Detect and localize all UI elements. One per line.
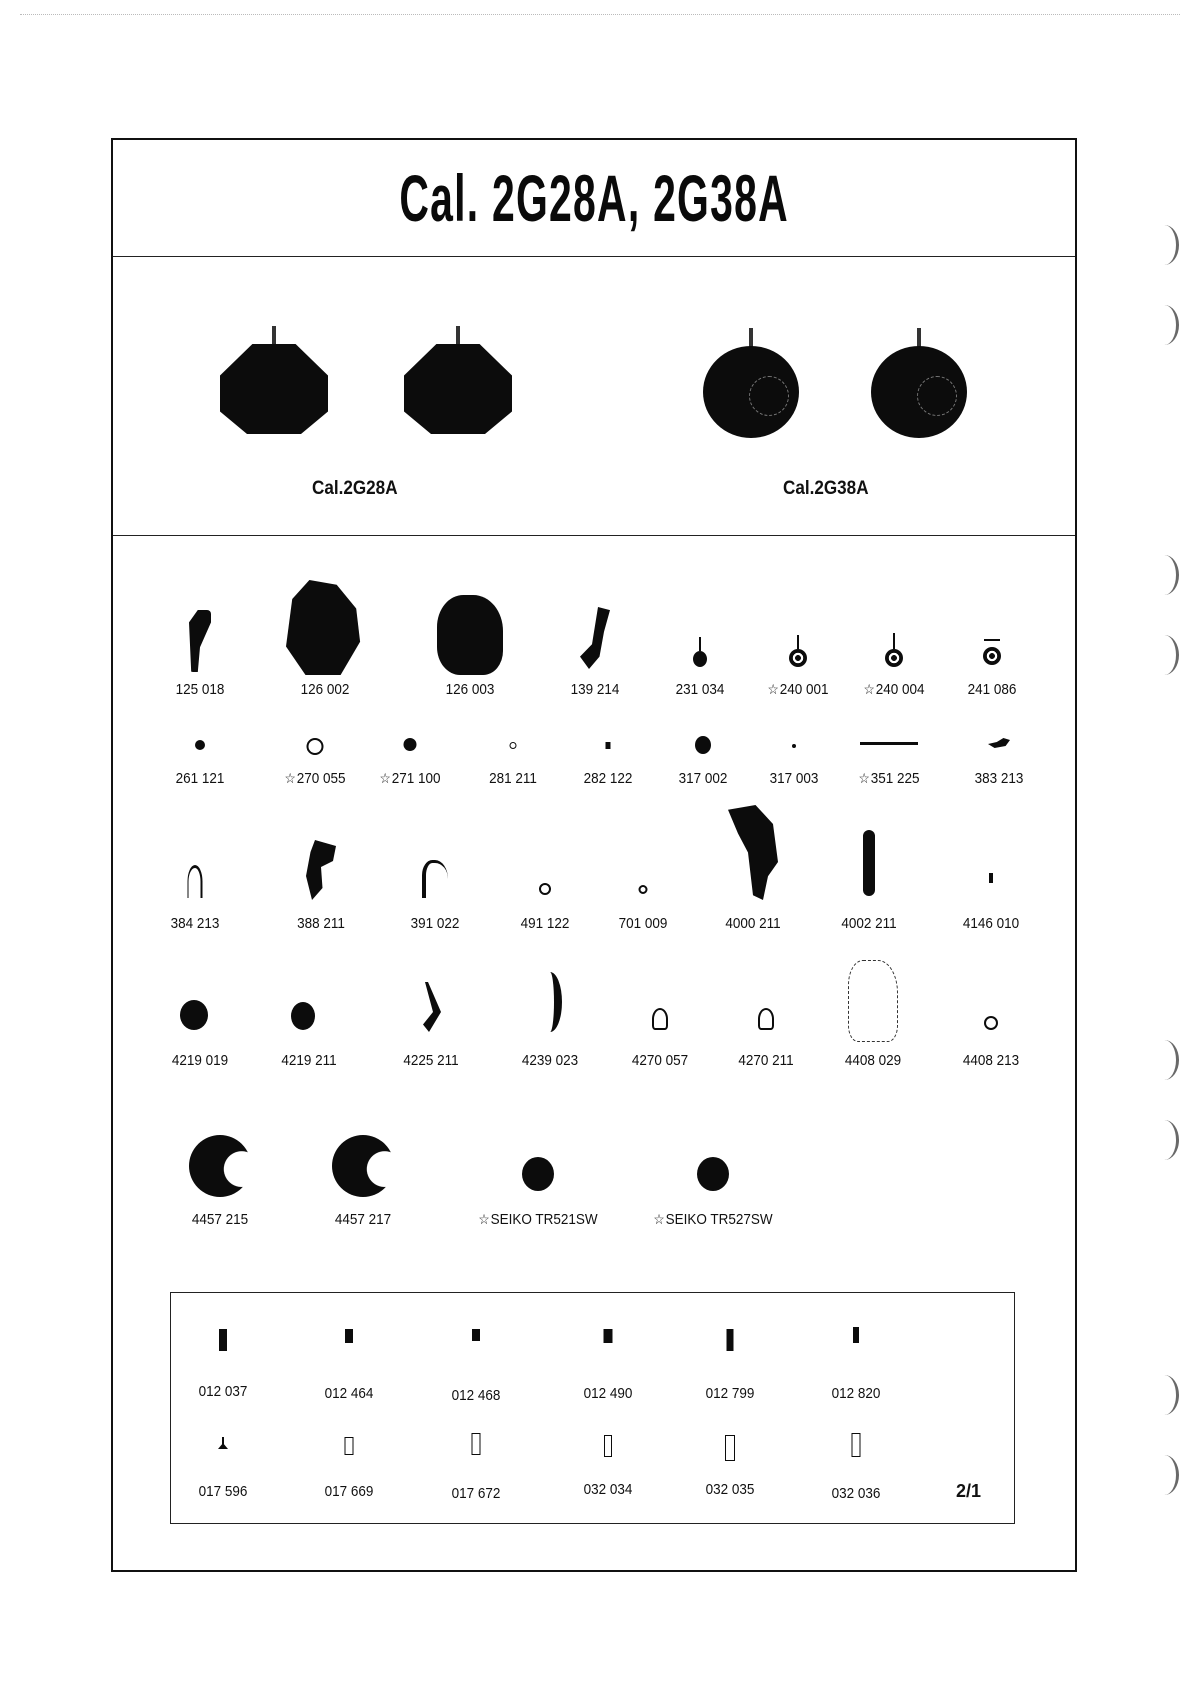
movement-2g28a-photo-1 (220, 326, 328, 436)
lever-icon (580, 607, 610, 669)
jewel-icon (195, 740, 205, 750)
bridge-icon (189, 610, 211, 672)
binder-hole-mark (1150, 635, 1179, 675)
star-icon: ☆ (653, 1211, 665, 1227)
pinion-stem-icon (699, 637, 701, 651)
pin-icon (218, 1437, 228, 1449)
main-plate-icon (286, 580, 364, 675)
binder-hole-mark (1150, 305, 1179, 345)
star-icon: ☆ (858, 770, 870, 786)
screws-section: 012 037 012 464 012 468 012 490 012 799 012 820 017 596 017 669 017 672 032 034 032 035 032 036 2/1 (170, 1292, 1015, 1524)
movement-label-2g38a: Cal.2G38A (783, 478, 869, 499)
clip-icon (758, 1008, 774, 1030)
screw-icon (853, 1327, 859, 1343)
winding-stem-icon (860, 742, 918, 745)
star-icon: ☆ (863, 681, 875, 697)
ring-icon (639, 885, 648, 894)
stud-icon (604, 1435, 612, 1457)
coil-plate-icon (189, 1135, 251, 1197)
outline-plate-icon (848, 960, 898, 1042)
stud-icon (472, 1433, 481, 1455)
star-icon: ☆ (478, 1211, 490, 1227)
spring-icon (188, 865, 203, 898)
pin-icon (989, 873, 993, 883)
scale-note: 2/1 (956, 1481, 982, 1501)
page-title: Cal. 2G28A, 2G38A (399, 161, 789, 235)
pin-icon (606, 742, 611, 749)
title-section (113, 140, 1075, 257)
rotor-icon (180, 1000, 208, 1030)
washer-icon (510, 742, 517, 749)
screw-icon (727, 1329, 734, 1351)
wheel-arbor-icon (893, 633, 895, 649)
wheel-arbor-icon (797, 635, 799, 649)
hook-lever-icon (422, 860, 448, 898)
binder-hole-mark (1150, 1120, 1179, 1160)
movement-photos-section (113, 256, 1075, 536)
battery-icon (522, 1157, 554, 1191)
parts-catalog: 125 018 126 002 126 003 139 214 231 034 ☆240 001 ☆240 004 241 086 261 121 ☆270 055 ☆271 100 281 211 282 122 317 002 317 003 ☆351 225 383 213 384 213 388 211 391 022 491 122 701 009 4000 211 4002 211 4146 010 4219 019 4219 211 4225 211 4239 023 4270 057 4270 211 4408 029 4408 213 4457 215 4457 217 ☆SEIKO TR521SW ☆SEIKO TR527SW 012 037 012 464 012 468 012 490 012 799 012 820 017 596 017 669 017 672 032 034 032 035 032 036 2/1 (113, 535, 1075, 1570)
star-icon: ☆ (767, 681, 779, 697)
star-icon: ☆ (379, 770, 391, 786)
screw-icon (345, 1329, 353, 1343)
battery-icon (697, 1157, 729, 1191)
small-ring-icon (984, 1016, 998, 1030)
clip-icon (652, 1008, 668, 1030)
ring-wheel-icon (307, 738, 324, 755)
arm-icon (421, 982, 441, 1032)
binder-hole-mark (1150, 555, 1179, 595)
ring-icon (539, 883, 551, 895)
wheel-arbor-icon (984, 639, 1000, 641)
star-icon: ☆ (284, 770, 296, 786)
wheel-icon (789, 649, 807, 667)
movement-2g28a-photo-2 (404, 326, 512, 436)
binder-hole-mark (1150, 1375, 1179, 1415)
binder-hole-mark (1150, 1455, 1179, 1495)
wheel-icon (885, 649, 903, 667)
binder-hole-mark (1150, 1040, 1179, 1080)
movement-label-2g28a: Cal.2G28A (312, 478, 398, 499)
speck-icon (792, 744, 796, 748)
scan-artifact-line (20, 14, 1180, 17)
clip-icon (988, 738, 1010, 748)
coil-plate-icon (332, 1135, 394, 1197)
screw-icon (472, 1329, 480, 1341)
stud-icon (345, 1437, 354, 1455)
wheel-icon (404, 738, 417, 751)
rotor-icon (291, 1002, 315, 1030)
plate-icon (437, 595, 503, 675)
circuit-block-icon (728, 805, 778, 900)
movement-2g38a-photo-1 (703, 328, 799, 438)
pinion-icon (693, 651, 707, 667)
screw-icon (219, 1329, 227, 1351)
bar-icon (863, 830, 875, 896)
stud-icon (852, 1433, 861, 1457)
yoke-icon (306, 840, 336, 900)
binder-hole-mark (1150, 225, 1179, 265)
wheel-icon (983, 647, 1001, 665)
stud-icon (725, 1435, 735, 1461)
movement-2g38a-photo-2 (871, 328, 967, 438)
arc-bridge-icon (538, 972, 562, 1032)
disc-icon (695, 736, 711, 754)
parts-sheet-frame (111, 138, 1077, 1572)
screw-icon (604, 1329, 613, 1343)
